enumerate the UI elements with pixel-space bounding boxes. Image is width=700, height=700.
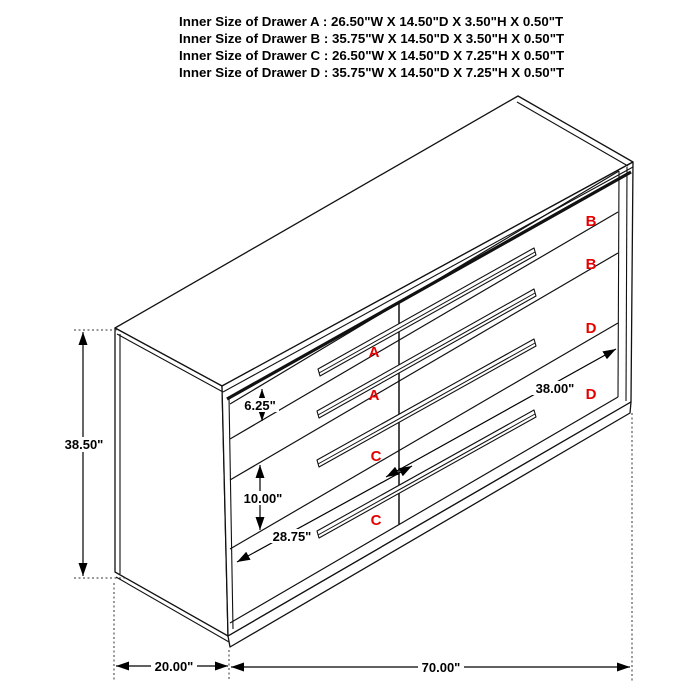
header-line-drawer-b: Inner Size of Drawer B : 35.75"W X 14.50"D X 3.50"H X 0.50"T xyxy=(179,31,565,46)
drawer-label-b2: B xyxy=(585,256,597,273)
dim-large-drawer-label: 10.00" xyxy=(243,491,283,506)
dim-small-drawer-label: 6.25" xyxy=(244,398,276,413)
header-line-drawer-c: Inner Size of Drawer C : 26.50"W X 14.50"D X 7.25"H X 0.50"T xyxy=(179,48,565,63)
header-line-drawer-d: Inner Size of Drawer D : 35.75"W X 14.50"D X 7.25"H X 0.50"T xyxy=(179,65,565,80)
header-line-drawer-a: Inner Size of Drawer A : 26.50"W X 14.50"D X 3.50"H X 0.50"T xyxy=(179,14,564,29)
drawer-label-b1: B xyxy=(585,213,597,230)
dim-overall-width-label: 70.00" xyxy=(421,660,461,675)
drawer-label-d1: D xyxy=(585,320,597,337)
drawer-label-a1: A xyxy=(368,344,380,361)
drawer-label-d2: D xyxy=(585,386,597,403)
drawer-label-c1: C xyxy=(370,448,382,465)
dim-left-section-label: 28.75" xyxy=(272,529,312,544)
dim-overall-height-label: 38.50" xyxy=(64,437,104,452)
drawer-label-c2: C xyxy=(370,512,382,529)
dim-right-section-label: 38.00" xyxy=(535,381,575,396)
dim-overall-depth-label: 20.00" xyxy=(154,659,194,674)
drawer-label-a2: A xyxy=(368,387,380,404)
